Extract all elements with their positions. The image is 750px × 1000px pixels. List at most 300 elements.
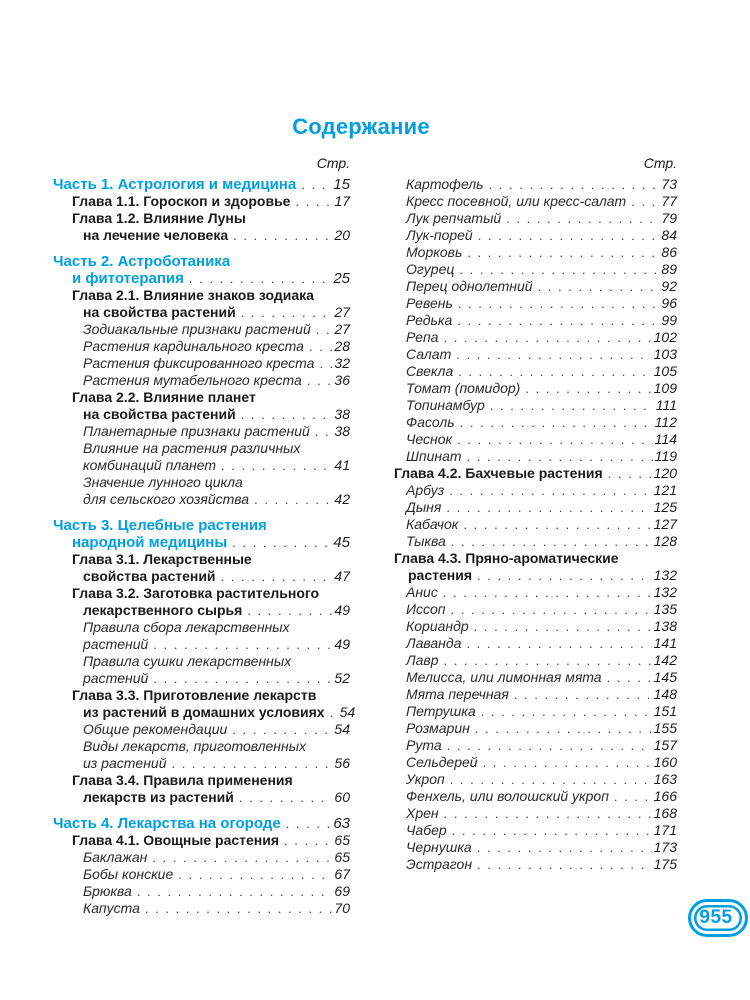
toc-entry-line [392, 329, 677, 346]
dot-leader [459, 261, 659, 278]
dot-leader [316, 321, 333, 338]
toc-column-left [53, 155, 356, 917]
toc-entry-line [53, 670, 350, 687]
toc-entry-text: Огурец [406, 261, 455, 277]
toc-entry-line [53, 176, 350, 193]
toc-entry [392, 822, 677, 839]
toc-entry-text: Укроп [406, 771, 445, 787]
toc-entry [53, 900, 350, 917]
dot-leader [451, 601, 652, 618]
dot-leader [506, 210, 659, 227]
toc-entry-line [392, 771, 677, 788]
toc-entry-text: Шпинат [406, 448, 462, 464]
toc-entry-text: Кабачок [406, 516, 459, 532]
toc-entry-line [392, 210, 677, 227]
toc-entry-text: Глава 4.2. Бахчевые растения [394, 465, 603, 481]
toc-entry [53, 517, 350, 551]
toc-entry [53, 193, 350, 210]
dot-leader [466, 635, 651, 652]
toc-entry [392, 737, 677, 754]
toc-entry-line [392, 669, 677, 686]
toc-entry-page-number: 70 [334, 900, 350, 916]
toc-entry-page-number: 121 [653, 482, 677, 498]
toc-entry [53, 423, 350, 440]
toc-entry [53, 738, 350, 772]
toc-entry-page-number: 32 [334, 355, 350, 371]
toc-entry-line [53, 772, 350, 789]
toc-column-right [392, 155, 677, 873]
toc-entry-page-number: 25 [333, 270, 350, 287]
dot-leader [233, 227, 332, 244]
toc-entry-line [53, 355, 350, 372]
toc-entry-line [392, 550, 677, 567]
dot-leader [477, 839, 652, 856]
toc-entry-text: Кресс посевной, или кресс-салат [406, 193, 627, 209]
toc-entry-text: Томат (помидор) [406, 380, 521, 396]
toc-entry-page-number: 128 [653, 533, 677, 549]
toc-entry-line [53, 568, 350, 585]
toc-entry-line [392, 465, 677, 482]
toc-entry-page-number: 132 [653, 567, 677, 583]
dot-leader [525, 380, 651, 397]
toc-entry-line [53, 406, 350, 423]
toc-entry-line [392, 431, 677, 448]
dot-leader [315, 423, 333, 440]
dot-leader [608, 465, 652, 482]
toc-entry [392, 363, 677, 380]
dot-leader [452, 822, 652, 839]
toc-entry-text: Фенхель, или волошский укроп [406, 788, 609, 804]
dot-leader [286, 815, 332, 832]
toc-entry-text: Брюква [83, 883, 132, 899]
dot-leader [490, 397, 654, 414]
toc-entry-text: Глава 1.2. Влияние Луны [72, 210, 246, 226]
toc-entry-page-number: 69 [334, 883, 350, 899]
toc-entry [392, 839, 677, 856]
page-number: 955 [699, 907, 733, 928]
toc-entry-page-number: 49 [334, 602, 350, 618]
toc-entry-line [53, 721, 350, 738]
toc-entry-page-number: 28 [334, 338, 350, 354]
toc-entry-text: лекарственного сырья [83, 602, 243, 618]
toc-entry-page-number: 155 [653, 720, 677, 736]
dot-leader [295, 193, 332, 210]
toc-entry-line [392, 856, 677, 873]
toc-entry-line [392, 652, 677, 669]
toc-entry [53, 338, 350, 355]
toc-entry-page-number: 125 [653, 499, 677, 515]
toc-entry-page-number: 42 [334, 491, 350, 507]
dot-leader [239, 789, 333, 806]
toc-entry [392, 771, 677, 788]
dot-leader [467, 448, 653, 465]
toc-entry-line [392, 788, 677, 805]
dot-leader [474, 618, 652, 635]
toc-entry [53, 619, 350, 653]
toc-entry-line [53, 440, 350, 457]
toc-entry-page-number: 54 [334, 721, 350, 737]
toc-entry-text: на свойства растений [83, 406, 236, 422]
toc-entry-text: Фасоль [406, 414, 455, 430]
toc-entry [392, 448, 677, 465]
dot-leader [514, 686, 652, 703]
toc-entry [53, 372, 350, 389]
toc-entry-text: Лук-порей [406, 227, 473, 243]
toc-entry-text: из растений [83, 755, 167, 771]
toc-entry [53, 883, 350, 900]
toc-entry-text: Иссоп [406, 601, 446, 617]
dot-leader [475, 720, 652, 737]
toc-entry-line [392, 193, 677, 210]
toc-entry [392, 601, 677, 618]
dot-leader [232, 534, 331, 551]
toc-entry-page-number: 105 [653, 363, 677, 379]
toc-entry-text: Петрушка [406, 703, 476, 719]
toc-entry-page-number: 109 [653, 380, 677, 396]
toc-entry-line [392, 448, 677, 465]
page-number-badge [688, 899, 748, 937]
toc-entry-text: лекарств из растений [83, 789, 234, 805]
dot-leader [483, 754, 652, 771]
toc-entry [53, 653, 350, 687]
toc-entry-line [53, 653, 350, 670]
toc-entry-line [53, 474, 350, 491]
toc-entry-text: на свойства растений [83, 304, 236, 320]
toc-entry-page-number: 63 [333, 815, 350, 832]
dot-leader [247, 602, 332, 619]
toc-entry-line [53, 193, 350, 210]
toc-entry-line [392, 533, 677, 550]
toc-entry-page-number: 114 [654, 431, 677, 447]
toc-entry-page-number: 60 [334, 789, 350, 805]
toc-entry [53, 210, 350, 244]
toc-entry-page-number: 45 [333, 534, 350, 551]
toc-entry [392, 584, 677, 601]
toc-entry [53, 474, 350, 508]
toc-entry-line [53, 423, 350, 440]
toc-entry-text: Глава 1.1. Гороскоп и здоровье [72, 193, 291, 209]
toc-entry-line [392, 516, 677, 533]
toc-entry-page-number: 142 [653, 652, 677, 668]
toc-entry-page-number: 15 [333, 176, 350, 193]
toc-entry-page-number: 102 [653, 329, 677, 345]
toc-entry-line [53, 517, 350, 534]
dot-leader [301, 176, 331, 193]
toc-entry-page-number: 38 [334, 406, 350, 422]
dot-leader [443, 652, 651, 669]
toc-entry [392, 482, 677, 499]
toc-entry-page-number: 79 [661, 210, 677, 226]
toc-entry-text: и фитотерапия [72, 270, 184, 287]
toc-entry-line [53, 304, 350, 321]
toc-entry-page-number: 127 [653, 516, 677, 532]
toc-entry-text: Глава 3.3. Приготовление лекарств [72, 687, 317, 703]
dot-leader [153, 636, 332, 653]
toc-entry [392, 193, 677, 210]
toc-entry-text: Салат [406, 346, 452, 362]
toc-entry-line [53, 602, 350, 619]
toc-entry-line [392, 618, 677, 635]
toc-entry-line [392, 176, 677, 193]
toc-entry [392, 278, 677, 295]
toc-entry-page-number: 163 [653, 771, 677, 787]
toc-entry-line [392, 363, 677, 380]
toc-entry [53, 253, 350, 287]
toc-entry-line [53, 849, 350, 866]
page-title: Содержание [292, 114, 430, 139]
dot-leader [477, 856, 652, 873]
toc-entry-line [392, 346, 677, 363]
dot-leader [319, 355, 332, 372]
toc-entry-line [392, 244, 677, 261]
toc-entry-page-number: 89 [661, 261, 677, 277]
toc-entry-text: Топинамбур [406, 397, 485, 413]
toc-entry [392, 210, 677, 227]
toc-entry-line [392, 397, 677, 414]
toc-entry [53, 815, 350, 832]
dot-leader [456, 346, 651, 363]
dot-leader [607, 669, 652, 686]
toc-entry [392, 295, 677, 312]
toc-entry-text: Планетарные признаки растений [83, 423, 310, 439]
dot-leader [458, 295, 660, 312]
toc-entry [392, 686, 677, 703]
toc-entry-line [53, 210, 350, 227]
toc-entry-text: Эстрагон [406, 856, 473, 872]
toc-entry [53, 687, 356, 721]
toc-entry-text: Картофель [406, 176, 484, 192]
toc-entry-line [53, 832, 350, 849]
toc-entry-text: на лечение человека [83, 227, 229, 243]
toc-entry-text: Лавр [406, 652, 439, 668]
toc-entry-text: растений [83, 670, 149, 686]
toc-entry-line [53, 491, 350, 508]
toc-entry-text: Глава 2.2. Влияние планет [72, 389, 256, 405]
toc-entry-page-number: 175 [653, 856, 677, 872]
toc-entry [392, 261, 677, 278]
dot-leader [447, 737, 652, 754]
toc-entry [392, 465, 677, 482]
toc-entry-text: Репа [406, 329, 439, 345]
toc-entry [53, 287, 350, 321]
toc-entry-text: Хрен [406, 805, 439, 821]
toc-entry-line [392, 635, 677, 652]
dot-leader [152, 849, 332, 866]
toc-entry-line [392, 227, 677, 244]
dot-leader [444, 805, 652, 822]
toc-entry-page-number: 41 [334, 457, 350, 473]
dot-leader [171, 755, 332, 772]
dot-leader [477, 567, 652, 584]
toc-entry-line [392, 312, 677, 329]
toc-entry-text: Виды лекарств, приготовленных [83, 738, 307, 754]
dot-leader [221, 568, 333, 585]
toc-entry-line [53, 704, 356, 721]
toc-entry-text: Правила сушки лекарственных [83, 653, 292, 669]
toc-entry [53, 176, 350, 193]
toc-entry-text: Розмарин [406, 720, 470, 736]
toc-entry-line [53, 866, 350, 883]
toc-entry-page-number: 111 [655, 397, 677, 413]
toc-entry [392, 346, 677, 363]
toc-entry-text: Арбуз [406, 482, 445, 498]
dot-leader [450, 771, 652, 788]
toc-entry [392, 244, 677, 261]
toc-entry-page-number: 148 [653, 686, 677, 702]
toc-entry-line [53, 687, 350, 704]
toc-entry-text: Общие рекомендации [83, 721, 228, 737]
toc-entry-text: Тыква [406, 533, 446, 549]
toc-entry-line [53, 883, 350, 900]
toc-entry-page-number: 145 [653, 669, 677, 685]
toc-entry-text: для сельского хозяйства [83, 491, 250, 507]
toc-entry-page-number: 84 [661, 227, 677, 243]
toc-entry-text: Мелисса, или лимонная мята [406, 669, 602, 685]
dot-leader [443, 584, 652, 601]
toc-entry-text: Зодиакальные признаки растений [83, 321, 311, 337]
toc-entry-page-number: 157 [653, 737, 677, 753]
toc-entry-page-number: 65 [334, 832, 350, 848]
toc-entry-text: Часть 2. Астроботаника [53, 253, 231, 270]
toc-entry-text: Баклажан [83, 849, 148, 865]
toc-entry-line [392, 686, 677, 703]
toc-entry-text: Лук репчатый [406, 210, 502, 226]
toc-entry-line [392, 601, 677, 618]
toc-entry-line [392, 822, 677, 839]
toc-entry-text: Глава 3.2. Заготовка растительного [72, 585, 320, 601]
toc-entry-page-number: 120 [653, 465, 677, 481]
toc-entry [53, 355, 350, 372]
toc-entry-page-number: 56 [334, 755, 350, 771]
toc-entry [392, 312, 677, 329]
toc-entries-left [53, 176, 356, 917]
toc-entry-text: Влияние на растения различных [83, 440, 301, 456]
dot-leader [137, 883, 333, 900]
toc-entry [392, 856, 677, 873]
column-header-page-label: Стр. [316, 155, 350, 171]
toc-entry-text: растений [83, 636, 149, 652]
toc-entry-text: Сельдерей [406, 754, 478, 770]
toc-entry-text: Свекла [406, 363, 454, 379]
toc-entry [392, 499, 677, 516]
dot-leader [443, 329, 651, 346]
toc-entry [392, 720, 677, 737]
toc-entry-text: Анис [406, 584, 438, 600]
toc-entry [53, 585, 350, 619]
toc-entry-line [392, 380, 677, 397]
dot-leader [458, 363, 651, 380]
toc-entry-page-number: 96 [661, 295, 677, 311]
toc-entry-text: из растений в домашних условиях [83, 704, 325, 720]
toc-entry [392, 329, 677, 346]
toc-entry-text: Растения мутабельного креста [83, 372, 302, 388]
toc-entry-text: Чеснок [406, 431, 453, 447]
toc-entry-page-number: 151 [653, 703, 677, 719]
toc-entry-line [392, 261, 677, 278]
toc-entry [392, 618, 677, 635]
toc-entry-line [392, 754, 677, 771]
toc-entry [53, 832, 350, 849]
toc-entry-text: Лаванда [406, 635, 462, 651]
toc-entry-page-number: 77 [661, 193, 677, 209]
toc-entry-text: Ревень [406, 295, 453, 311]
toc-entry [392, 754, 677, 771]
toc-entry-page-number: 168 [653, 805, 677, 821]
toc-entry-text: Рута [406, 737, 442, 753]
toc-entry [392, 788, 677, 805]
dot-leader [481, 703, 652, 720]
toc-entry-text: Глава 2.1. Влияние знаков зодиака [72, 287, 314, 303]
toc-entry-line [53, 389, 350, 406]
toc-entry-line [53, 585, 350, 602]
toc-entry-page-number: 27 [334, 321, 350, 337]
toc-entry-page-number: 132 [653, 584, 677, 600]
dot-leader [614, 788, 652, 805]
toc-entry-text: Растения кардинального креста [83, 338, 304, 354]
toc-entry-page-number: 173 [653, 839, 677, 855]
toc-entry-line [53, 636, 350, 653]
toc-entry [392, 380, 677, 397]
toc-entry-page-number: 65 [334, 849, 350, 865]
dot-leader [221, 457, 332, 474]
toc-entry [392, 397, 677, 414]
toc-entry-line [53, 338, 350, 355]
toc-entry-text: растения [408, 567, 472, 583]
dot-leader [489, 176, 660, 193]
toc-entry-text: Часть 1. Астрология и медицина [53, 176, 297, 193]
dot-leader [178, 866, 332, 883]
toc-entry-text: Чернушка [406, 839, 472, 855]
toc-entry-text: Часть 3. Целебные растения [53, 517, 267, 534]
toc-entry-line [53, 789, 350, 806]
toc-entry [392, 669, 677, 686]
toc-entry [392, 805, 677, 822]
toc-entry-line [53, 321, 350, 338]
toc-entry-page-number: 135 [653, 601, 677, 617]
dot-leader [463, 516, 651, 533]
toc-entry-page-number: 112 [654, 414, 677, 430]
toc-entry-page-number: 36 [334, 372, 350, 388]
toc-entry [53, 772, 350, 806]
dot-leader [460, 414, 653, 431]
toc-entry-line [53, 815, 350, 832]
toc-entry [392, 431, 677, 448]
toc-entry-line [392, 499, 677, 516]
toc-entry-page-number: 166 [653, 788, 677, 804]
toc-entry-page-number: 54 [339, 704, 356, 720]
toc-entry-page-number: 47 [334, 568, 350, 584]
dot-leader [241, 304, 333, 321]
toc-entry-page-number: 92 [661, 278, 677, 294]
toc-entry-text: Мята перечная [406, 686, 509, 702]
toc-entry-line [53, 270, 350, 287]
toc-entry-page-number: 73 [661, 176, 677, 192]
toc-entry-text: Капуста [83, 900, 140, 916]
toc-entry [392, 533, 677, 550]
toc-entry-page-number: 160 [653, 754, 677, 770]
toc-entry-page-number: 38 [334, 423, 350, 439]
dot-leader [449, 482, 651, 499]
toc-entry-text: Глава 4.3. Пряно-ароматические [394, 550, 619, 566]
toc-entry-page-number: 86 [661, 244, 677, 260]
toc-entry-page-number: 119 [654, 448, 677, 464]
toc-entry-text: Часть 4. Лекарства на огороде [53, 815, 281, 832]
toc-entry-text: Морковь [406, 244, 463, 260]
toc-entry-line [392, 295, 677, 312]
dot-leader [538, 278, 660, 295]
toc-entry [53, 389, 350, 423]
toc-entry-line [53, 755, 350, 772]
